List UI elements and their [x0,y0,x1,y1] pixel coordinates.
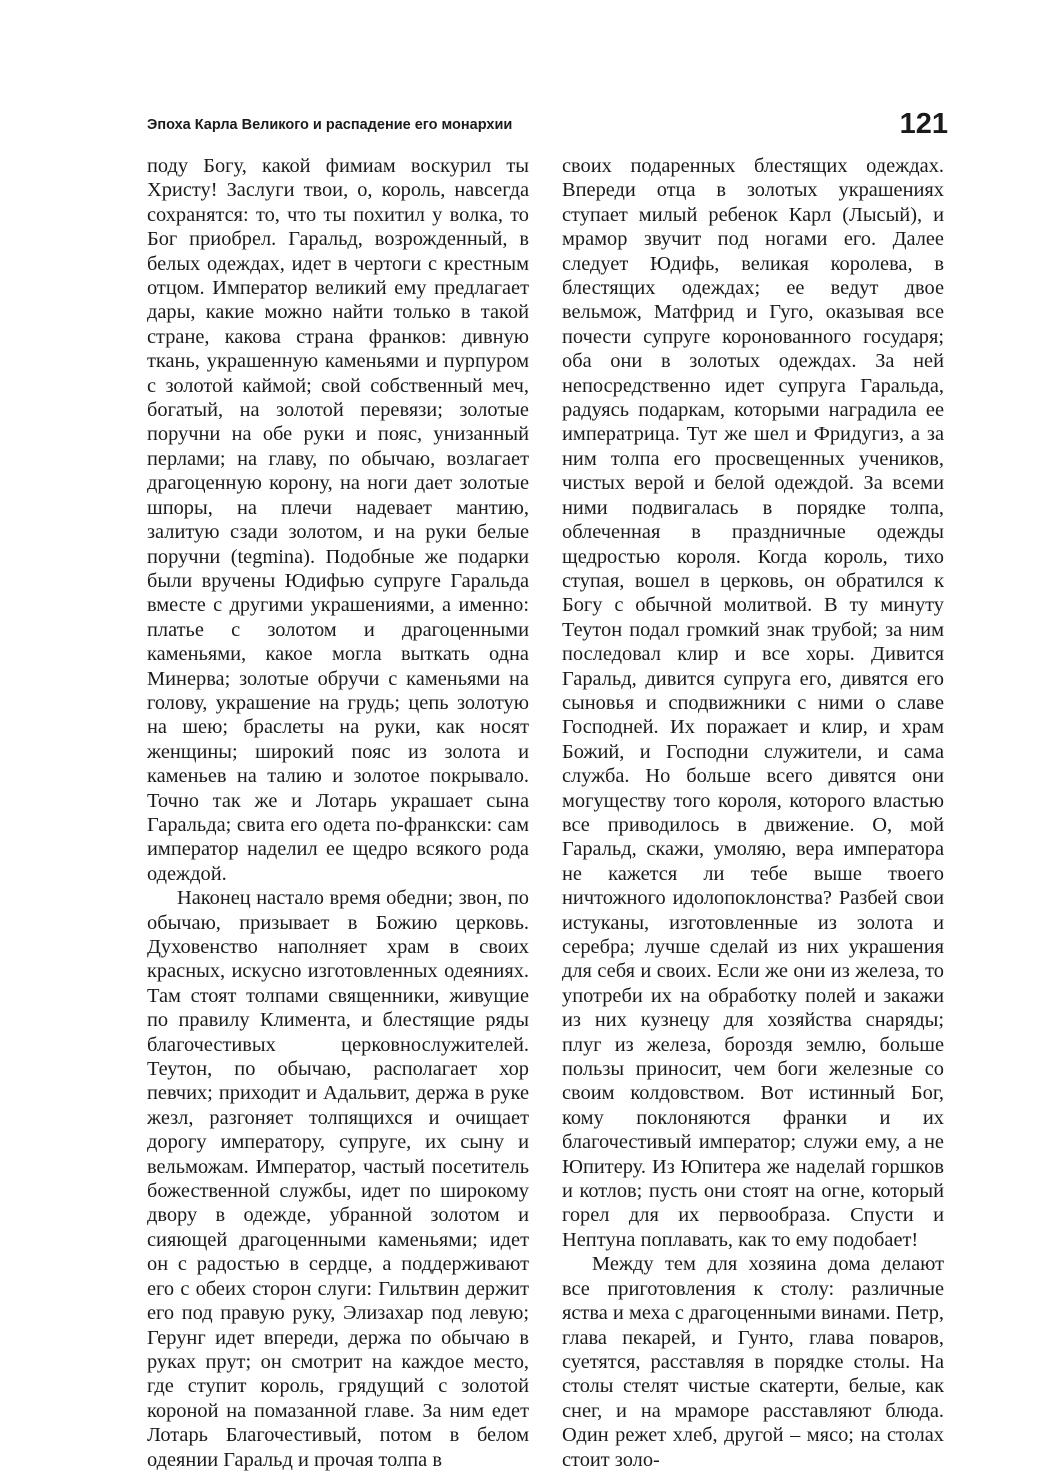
paragraph: своих подаренных блестящих одеждах. Впереди отца в золотых украшениях ступает милый ребенок Карл (Лысый), и мрамор звучит под ногами его. Далее следует Юдифь, великая королева, в блестящих одеждах; ее ведут двое вельмож, Матфрид и Гуго, оказывая все почести супруге коронованного государя; оба они в золотых одеждах. За ней непосредственно идет супруга Гаральда, радуясь подаркам, которыми наградила ее императрица. Тут же шел и Фридугиз, а за ним толпа его просвещенных учеников, чистых верой и белой одеждой. За всеми ними подвигалась в порядке толпа, облеченная в праздничные одежды щедростью короля. Когда король, тихо ступая, вошел в церковь, он обратился к Богу с обычной молитвой. В ту минуту Теутон подал громкий знак трубой; за ним последовал клир и все хоры. Дивится Гаральд, дивится супруга его, дивятся его сыновья и сподвижники с ними о славе Господней. Их поражает и клир, и храм Божий, и Господни служители, и сама служба. Но больше всего дивятся они могуществу того короля, которого властью все приводилось в движение. О, мой Гаральд, скажи, умоляю, вера императора не кажется ли тебе выше твоего ничтожного идолопоклонства? Разбей свои истуканы, изготовленные из золота и серебра; лучше сделай из них украшения для себя и своих. Если же они из железа, то употреби их на обработку полей и закажи из них кузнецу для хозяйства снаряды; плуг из железа, бороздя землю, больше пользы приносит, чем боги железные со своим колдовством. Вот истинный Бог, кому поклоняются франки и их благочестивый император; служи ему, а не Юпитеру. Из Юпитера же наделай горшков и котлов; пусть они стоят на огне, который горел для их первообраза. Спусти и Нептуна поплавать, как то ему подобает! [562,155,944,1251]
running-title: Эпоха Карла Великого и распадение его монархии [147,117,513,133]
paragraph: Между тем для хозяина дома делают все приготовления к столу: различные яства и меха с драгоценными винами. Петр, глава пекарей, и Гунто, глава поваров, суетятся, расставляя в порядке столы. На столы стелят чистые скатерти, белые, как снег, и на мраморе расставляют блюда. Один режет хлеб, другой – мясо; на столах стоит золо- [562,1253,944,1471]
left-column [147,154,529,1472]
paragraph: Наконец настало время обедни; звон, по обычаю, призывает в Божию церковь. Духовенство наполняет храм в своих красных, искусно изготовленных одеяниях. Там стоят толпами священники, живущие по правилу Климента, и блестящие ряды благочестивых церковнослужителей. Теутон, по обычаю, располагает хор певчих; приходит и Адальвит, держа в руке жезл, разгоняет толпящихся и очищает дорогу императору, супруге, их сыну и вельможам. Император, частый посетитель божественной службы, идет по широкому двору в одежде, убранной золотом и сияющей драгоценными каменьями; идет он с радостью в сердце, а поддерживают его с обеих сторон слуги: Гильтвин держит его под правую руку, Элизахар под левую; Герунг идет впереди, держа по обычаю в руках прут; он смотрит на каждое место, где ступит король, грядущий с золотой короной на помазанной главе. За ним едет Лотарь Благочестивый, потом в белом одеянии Гаральд и прочая толпа в [147,887,529,1471]
page-number: 121 [899,108,948,140]
paragraph: поду Богу, какой фимиам воскурил ты Христу! Заслуги твои, о, король, навсегда сохранятся: то, что ты похитил у волка, то Бог приобрел. Гаральд, возрожденный, в белых одеждах, идет в чертоги с крестным отцом. Император великий ему предлагает дары, какие можно найти только в такой стране, какова страна франков: дивную ткань, украшенную каменьями и пурпуром с золотой каймой; свой собственный меч, богатый, на золотой перевязи; золотые поручни на обе руки и пояс, унизанный перлами; на главу, по обычаю, возлагает драгоценную корону, на ноги дает золотые шпоры, на плечи надевает мантию, залитую сзади золотом, и на руки белые поручни (tegmina). Подобные же подарки были вручены Юдифью супруге Гаральда вместе с другими украшениями, а именно: платье с золотом и драгоценными каменьями, какое могла выткать одна Минерва; золотые обручи с каменьями на голову, украшение на грудь; цепь золотую на шею; браслеты на руки, как носят женщины; широкий пояс из золота и каменьев на талию и золотое покрывало. Точно так же и Лотарь украшает сына Гаральда; свита его одета по-франкски: сам император наделил ее щедро всякого рода одеждой. [147,155,529,885]
right-column [562,154,944,1472]
